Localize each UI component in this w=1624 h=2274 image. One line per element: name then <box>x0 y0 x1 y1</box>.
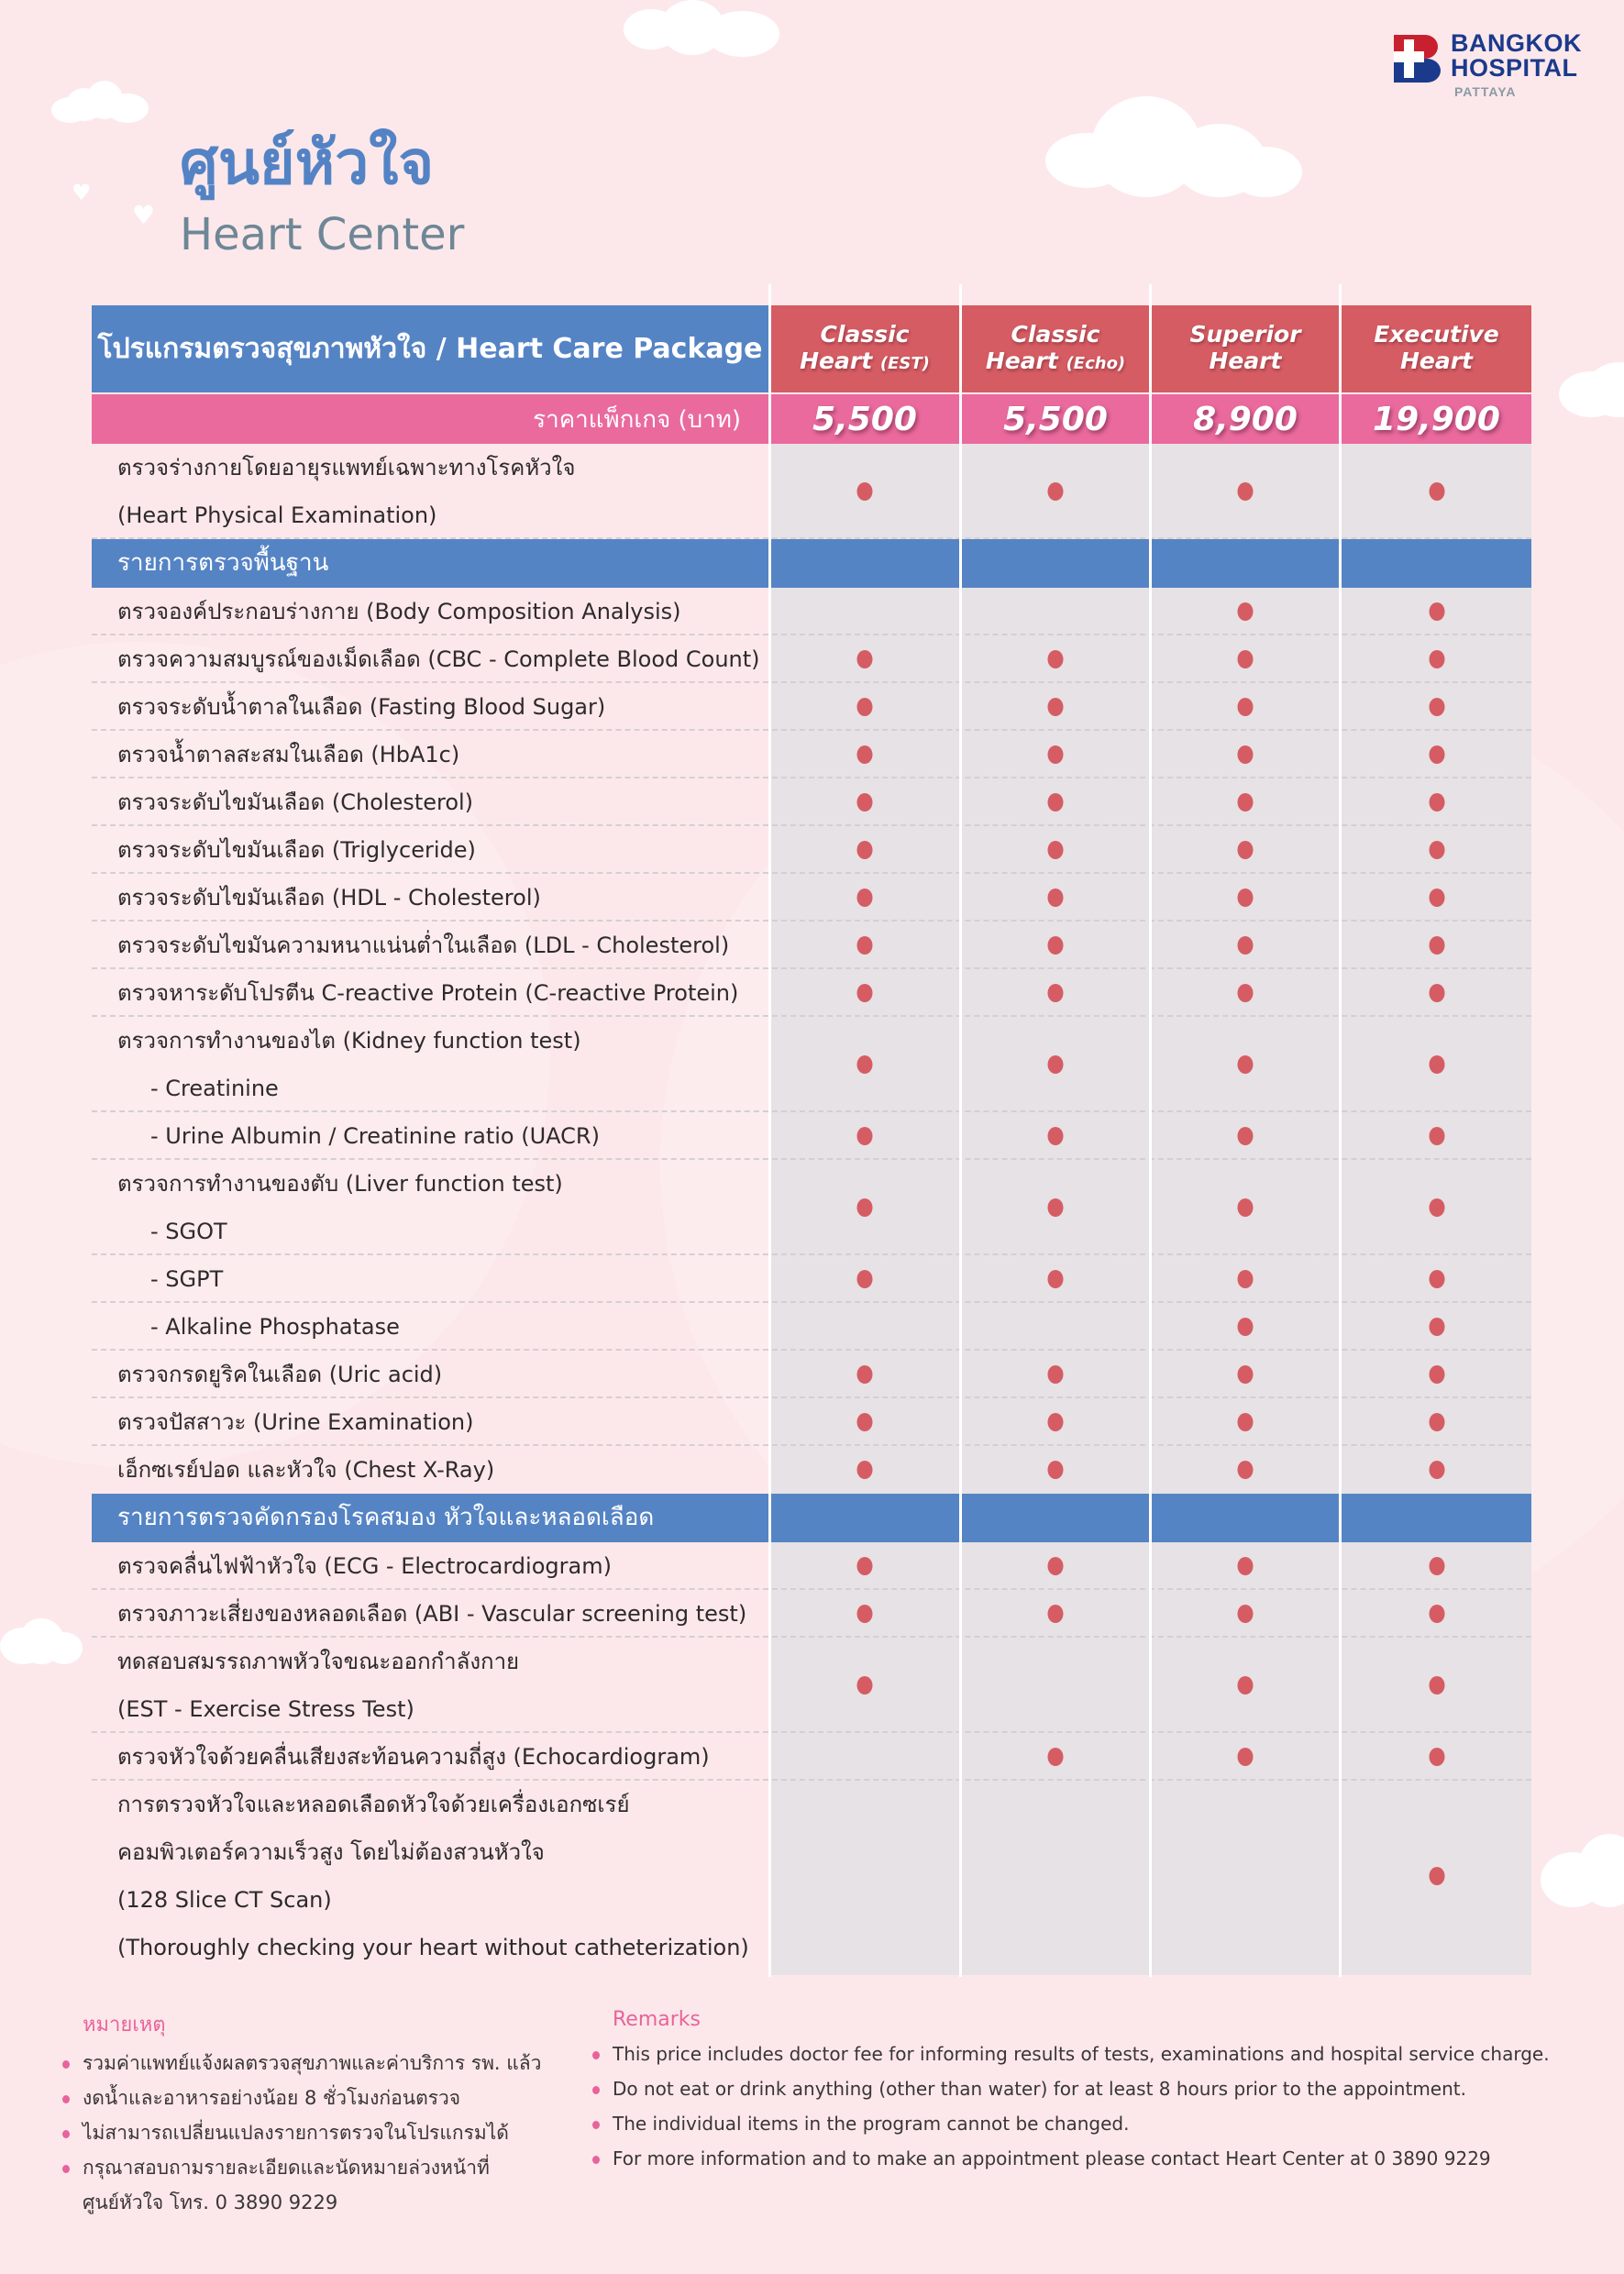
included-dot-icon <box>1048 1127 1064 1145</box>
column-divider <box>1339 284 1342 1977</box>
remark-item: This price includes doctor fee for informing results of tests, examinations and hospital service charge. <box>587 2037 1605 2071</box>
row-label-line: ตรวจการทำงานของตับ (Liver function test) <box>117 1171 563 1197</box>
row-label-line: - Urine Albumin / Creatinine ratio (UACR) <box>150 1123 600 1149</box>
included-dot-icon <box>1238 793 1254 811</box>
included-dot-icon <box>857 745 873 764</box>
table-row <box>92 922 1531 969</box>
package-name-line1: Classic <box>820 321 910 348</box>
included-dot-icon <box>1429 936 1444 955</box>
page-title-english: Heart Center <box>180 209 465 260</box>
included-dot-icon <box>1429 1270 1444 1288</box>
included-dot-icon <box>1238 745 1254 764</box>
included-dot-icon <box>1048 1055 1064 1074</box>
table-row <box>92 683 1531 731</box>
row-label <box>117 1160 778 1255</box>
hospital-cross-icon <box>1394 35 1442 83</box>
remark-item: งดน้ำและอาหารอย่างน้อย 8 ชั่วโมงก่อนตรวจ <box>57 2081 570 2115</box>
row-label <box>117 1638 778 1733</box>
included-dot-icon <box>857 1198 873 1217</box>
table-row <box>92 874 1531 922</box>
row-label-line: ตรวจร่างกายโดยอายุรแพทย์เฉพาะทางโรคหัวใจ <box>117 455 576 480</box>
heart-icon: ♥ <box>72 180 92 205</box>
row-label-line: เอ็กซเรย์ปอด และหัวใจ (Chest X-Ray) <box>117 1457 495 1483</box>
row-label-line: ตรวจระดับไขมันเลือด (HDL - Cholesterol) <box>117 885 541 911</box>
included-dot-icon <box>1429 841 1444 859</box>
package-header <box>1342 305 1531 392</box>
included-dot-icon <box>1048 841 1064 859</box>
included-dot-icon <box>857 482 873 501</box>
package-name-line1: Executive <box>1374 321 1499 348</box>
row-label-line: คอมพิวเตอร์ความเร็วสูง โดยไม่ต้องสวนหัวใจ <box>117 1839 545 1865</box>
included-dot-icon <box>857 1270 873 1288</box>
row-label <box>117 1351 778 1398</box>
included-dot-icon <box>857 936 873 955</box>
table-row <box>92 1112 1531 1160</box>
package-name-line2 <box>800 348 930 377</box>
table-header-label: โปรแกรมตรวจสุขภาพหัวใจ / Heart Care Package <box>92 305 768 392</box>
package-price: 5,500 <box>962 394 1149 444</box>
included-dot-icon <box>1429 1365 1444 1384</box>
table-row <box>92 1781 1531 1971</box>
row-label <box>117 1781 778 1971</box>
included-dot-icon <box>857 1413 873 1431</box>
remarks-thai-title: หมายเหตุ <box>83 2014 166 2037</box>
included-dot-icon <box>1429 745 1444 764</box>
table-row <box>92 1542 1531 1590</box>
package-name-heart: Heart <box>1209 348 1282 374</box>
row-label <box>117 1398 778 1446</box>
package-price: 5,500 <box>770 394 959 444</box>
included-dot-icon <box>1429 650 1444 668</box>
row-label <box>117 1255 778 1303</box>
included-dot-icon <box>857 698 873 716</box>
included-dot-icon <box>1048 1461 1064 1479</box>
package-price: 19,900 <box>1342 394 1531 444</box>
row-label-line: ตรวจระดับน้ำตาลในเลือด (Fasting Blood Sugar) <box>117 694 606 720</box>
included-dot-icon <box>1238 1127 1254 1145</box>
included-dot-icon <box>857 889 873 907</box>
logo-line-2: HOSPITAL <box>1451 54 1578 82</box>
table-row <box>92 1017 1531 1112</box>
row-label-line: - Alkaline Phosphatase <box>150 1314 400 1340</box>
table-row <box>92 1351 1531 1398</box>
price-row-label: ราคาแพ็กเกจ (บาท) <box>92 394 768 444</box>
row-label <box>117 969 778 1017</box>
included-dot-icon <box>1238 1198 1254 1217</box>
included-dot-icon <box>1429 1748 1444 1766</box>
table-row <box>92 1303 1531 1351</box>
included-dot-icon <box>1429 1127 1444 1145</box>
column-divider <box>959 284 962 1977</box>
included-dot-icon <box>1429 1605 1444 1623</box>
table-row <box>92 826 1531 874</box>
included-dot-icon <box>1429 1676 1444 1694</box>
row-label <box>117 731 778 778</box>
table-row <box>92 731 1531 778</box>
included-dot-icon <box>1048 793 1064 811</box>
column-divider <box>768 284 771 1977</box>
row-label-line: ตรวจระดับไขมันความหนาแน่นต่ำในเลือด (LDL - Cholesterol) <box>117 933 730 958</box>
included-dot-icon <box>1429 698 1444 716</box>
package-header <box>1152 305 1339 392</box>
row-label-line: ตรวจความสมบูรณ์ของเม็ดเลือด (CBC - Complete Blood Count) <box>117 646 760 672</box>
row-label <box>117 826 778 874</box>
bangkok-hospital-logo <box>1394 31 1596 105</box>
included-dot-icon <box>1238 984 1254 1002</box>
section-title: รายการตรวจพื้นฐาน <box>117 549 329 577</box>
included-dot-icon <box>1429 1413 1444 1431</box>
row-label-line: ตรวจปัสสาวะ (Urine Examination) <box>117 1409 474 1435</box>
included-dot-icon <box>857 1127 873 1145</box>
row-label <box>117 444 778 539</box>
included-dot-icon <box>857 1676 873 1694</box>
column-divider <box>1149 284 1152 1977</box>
row-label-line: (Thoroughly checking your heart without catheterization) <box>117 1935 749 1960</box>
included-dot-icon <box>1238 889 1254 907</box>
row-label-line: ตรวจหาระดับโปรตีน C-reactive Protein (C-reactive Protein) <box>117 980 739 1006</box>
row-label-line: (EST - Exercise Stress Test) <box>117 1696 414 1722</box>
table-row <box>92 778 1531 826</box>
included-dot-icon <box>857 1557 873 1575</box>
included-dot-icon <box>857 1605 873 1623</box>
row-label <box>117 1590 778 1638</box>
row-label <box>117 1733 778 1781</box>
package-name-heart: Heart <box>1399 348 1474 374</box>
table-row <box>92 1398 1531 1446</box>
included-dot-icon <box>1048 698 1064 716</box>
included-dot-icon <box>1238 1461 1254 1479</box>
row-label-line: ตรวจองค์ประกอบร่างกาย (Body Composition Analysis) <box>117 599 681 624</box>
included-dot-icon <box>1429 602 1444 621</box>
package-suffix: (EST) <box>879 354 930 373</box>
row-label <box>117 874 778 922</box>
included-dot-icon <box>1238 1748 1254 1766</box>
row-label-line: ตรวจภาวะเสี่ยงของหลอดเลือด (ABI - Vascular screening test) <box>117 1601 747 1627</box>
included-dot-icon <box>1429 482 1444 501</box>
included-dot-icon <box>1429 1461 1444 1479</box>
included-dot-icon <box>1048 889 1064 907</box>
included-dot-icon <box>1048 482 1064 501</box>
included-dot-icon <box>857 841 873 859</box>
package-name-line2 <box>1209 348 1281 377</box>
row-label <box>117 1446 778 1494</box>
included-dot-icon <box>1048 1557 1064 1575</box>
row-label <box>117 1017 778 1112</box>
included-dot-icon <box>1238 936 1254 955</box>
included-dot-icon <box>1048 1605 1064 1623</box>
included-dot-icon <box>1048 1748 1064 1766</box>
remark-contact: ศูนย์หัวใจ โทร. 0 3890 9229 <box>83 2191 338 2213</box>
section-header <box>92 539 1531 588</box>
row-label-line: ตรวจกรดยูริคในเลือด (Uric acid) <box>117 1362 443 1387</box>
package-name-line1: Classic <box>1011 321 1100 348</box>
included-dot-icon <box>857 793 873 811</box>
row-label-line: ตรวจระดับไขมันเลือด (Cholesterol) <box>117 789 474 815</box>
package-name-heart: Heart <box>985 348 1058 374</box>
included-dot-icon <box>857 1461 873 1479</box>
included-dot-icon <box>1238 841 1254 859</box>
remark-item: Do not eat or drink anything (other than water) for at least 8 hours prior to the appointment. <box>587 2071 1605 2106</box>
included-dot-icon <box>1238 1318 1254 1336</box>
heart-icon: ♥ <box>132 200 156 230</box>
table-row <box>92 1160 1531 1255</box>
included-dot-icon <box>857 984 873 1002</box>
included-dot-icon <box>1429 1055 1444 1074</box>
included-dot-icon <box>1238 482 1254 501</box>
row-label-line: ทดสอบสมรรถภาพหัวใจขณะออกกำลังกาย <box>117 1649 520 1674</box>
included-dot-icon <box>1238 1270 1254 1288</box>
row-label <box>117 635 778 683</box>
included-dot-icon <box>1429 1198 1444 1217</box>
included-dot-icon <box>1048 1198 1064 1217</box>
package-header <box>770 305 959 392</box>
row-label <box>117 683 778 731</box>
included-dot-icon <box>1429 1318 1444 1336</box>
remark-item: รวมค่าแพทย์แจ้งผลตรวจสุขภาพและค่าบริการ รพ. แล้ว <box>57 2046 570 2081</box>
package-name-line2 <box>1400 348 1473 377</box>
row-label-line: (Heart Physical Examination) <box>117 502 437 528</box>
table-row <box>92 1590 1531 1638</box>
included-dot-icon <box>1238 1413 1254 1431</box>
package-name-line2 <box>986 348 1125 377</box>
included-dot-icon <box>1238 1676 1254 1694</box>
included-dot-icon <box>857 1055 873 1074</box>
page-title-thai: ศูนย์หัวใจ <box>180 127 435 198</box>
table-row <box>92 1638 1531 1733</box>
included-dot-icon <box>1048 1413 1064 1431</box>
row-label <box>117 1303 778 1351</box>
table-row <box>92 444 1531 539</box>
row-label <box>117 1112 778 1160</box>
table-row <box>92 1255 1531 1303</box>
included-dot-icon <box>1429 984 1444 1002</box>
included-dot-icon <box>1238 650 1254 668</box>
remarks-english-title: Remarks <box>613 2008 701 2031</box>
table-row <box>92 588 1531 635</box>
included-dot-icon <box>1238 1605 1254 1623</box>
package-name-heart: Heart <box>800 348 873 374</box>
included-dot-icon <box>1238 602 1254 621</box>
row-label <box>117 1542 778 1590</box>
remark-item: For more information and to make an appointment please contact Heart Center at 0 3890 9229 <box>587 2141 1605 2176</box>
package-name-line1: Superior <box>1189 321 1301 348</box>
included-dot-icon <box>1048 650 1064 668</box>
row-label-line: ตรวจการทำงานของไต (Kidney function test) <box>117 1028 581 1054</box>
included-dot-icon <box>1429 793 1444 811</box>
row-label-line: - SGPT <box>150 1266 224 1292</box>
table-row <box>92 969 1531 1017</box>
row-label-line: ตรวจคลื่นไฟฟ้าหัวใจ (ECG - Electrocardiogram) <box>117 1553 612 1579</box>
row-label-line: - Creatinine <box>150 1076 279 1101</box>
remarks-thai <box>57 2008 570 2220</box>
included-dot-icon <box>1048 1365 1064 1384</box>
included-dot-icon <box>1429 889 1444 907</box>
remark-item: The individual items in the program cannot be changed. <box>587 2106 1605 2141</box>
logo-wordmark <box>1451 31 1582 81</box>
package-header <box>962 305 1149 392</box>
table-row <box>92 1446 1531 1494</box>
row-label-line: การตรวจหัวใจและหลอดเลือดหัวใจด้วยเครื่องเอกซเรย์ <box>117 1792 630 1817</box>
table-row <box>92 1733 1531 1781</box>
package-price: 8,900 <box>1152 394 1339 444</box>
included-dot-icon <box>857 1365 873 1384</box>
included-dot-icon <box>857 650 873 668</box>
logo-location: PATTAYA <box>1454 84 1517 99</box>
included-dot-icon <box>1238 698 1254 716</box>
included-dot-icon <box>1048 1270 1064 1288</box>
row-label-line: ตรวจน้ำตาลสะสมในเลือด (HbA1c) <box>117 742 460 767</box>
included-dot-icon <box>1048 745 1064 764</box>
row-label-line: ตรวจระดับไขมันเลือด (Triglyceride) <box>117 837 476 863</box>
remarks-english <box>587 2008 1605 2176</box>
table-row <box>92 635 1531 683</box>
row-label-line: - SGOT <box>150 1219 227 1244</box>
section-title: รายการตรวจคัดกรองโรคสมอง หัวใจและหลอดเลือด <box>117 1504 655 1531</box>
section-header <box>92 1494 1531 1542</box>
included-dot-icon <box>1429 1867 1444 1885</box>
row-label <box>117 588 778 635</box>
included-dot-icon <box>1429 1557 1444 1575</box>
remark-item: ไม่สามารถเปลี่ยนแปลงรายการตรวจในโปรแกรมได้ <box>57 2115 570 2150</box>
included-dot-icon <box>1238 1557 1254 1575</box>
included-dot-icon <box>1238 1055 1254 1074</box>
row-label <box>117 778 778 826</box>
included-dot-icon <box>1238 1365 1254 1384</box>
row-label-line: (128 Slice CT Scan) <box>117 1887 332 1913</box>
row-label <box>117 922 778 969</box>
logo-line-1: BANGKOK <box>1451 29 1582 57</box>
remark-item: กรุณาสอบถามรายละเอียดและนัดหมายล่วงหน้าที่ <box>57 2150 570 2185</box>
included-dot-icon <box>1048 936 1064 955</box>
included-dot-icon <box>1048 984 1064 1002</box>
package-suffix: (Echo) <box>1066 354 1126 373</box>
row-label-line: ตรวจหัวใจด้วยคลื่นเสียงสะท้อนความถี่สูง (Echocardiogram) <box>117 1744 710 1770</box>
